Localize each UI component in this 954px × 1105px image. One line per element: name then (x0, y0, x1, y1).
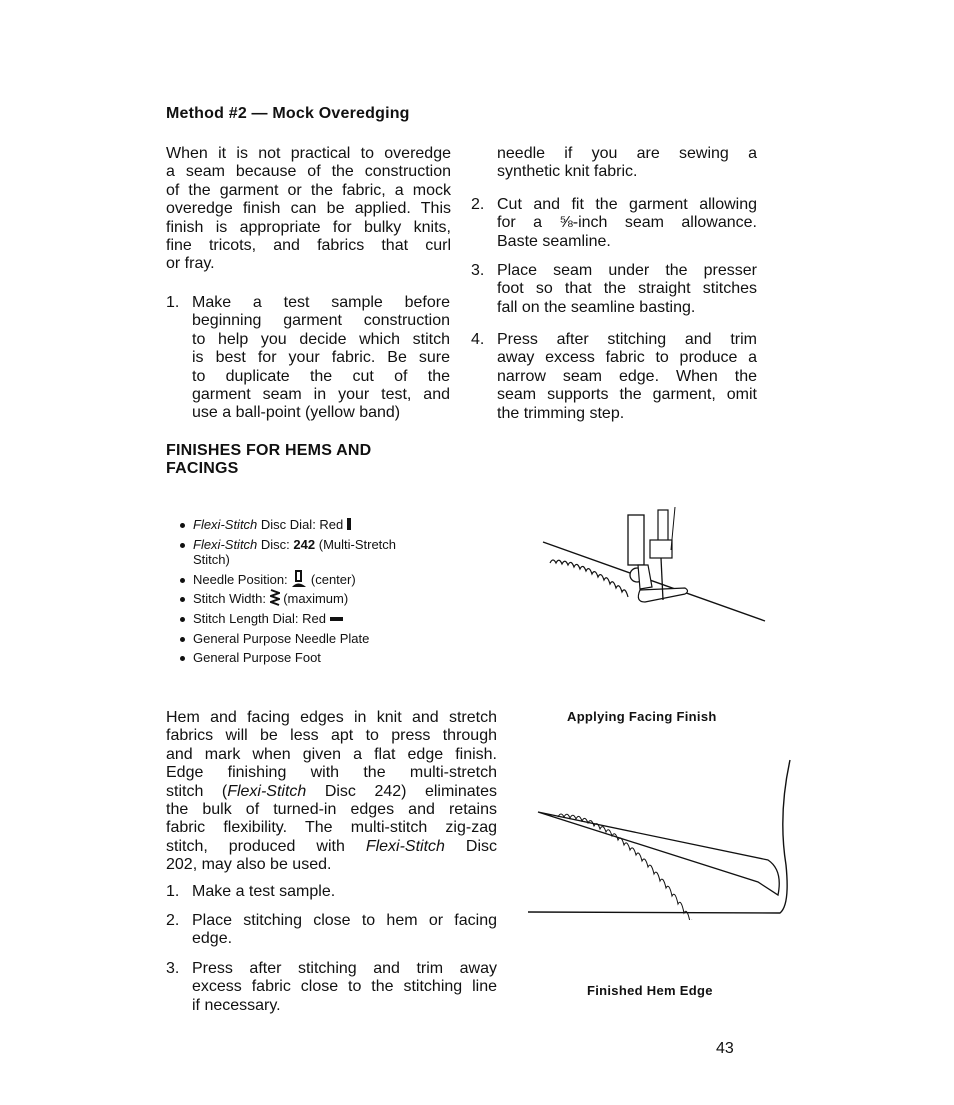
text-segment: (center) (307, 571, 356, 587)
text-segment: 242 (293, 536, 316, 552)
step-number: 3. (471, 262, 485, 279)
text-line: Baste seamline. (497, 232, 611, 250)
red-bar-icon (347, 517, 352, 532)
text-segment: fabrics will be less apt to press through (166, 727, 497, 745)
text-line: seam supports the garment, omit (497, 386, 757, 404)
step-text (497, 262, 757, 317)
setting-item (178, 589, 396, 609)
setting-item (178, 629, 396, 649)
step-text (497, 196, 757, 251)
finishes-heading (166, 442, 371, 479)
text-line (166, 709, 497, 727)
text-segment: General Purpose Needle Plate (193, 630, 370, 646)
text-segment: Disc (444, 837, 497, 855)
text-line: is best for your fabric. Be sure (192, 349, 450, 367)
text-segment: Disc Dial: Red (257, 517, 347, 532)
text-line (166, 783, 497, 801)
step-number: 4. (471, 331, 485, 348)
text-line: away excess fabric to produce a (497, 349, 757, 367)
text-segment: fabric flexibility. The multi-stitch zig-zag (166, 819, 497, 837)
text-line: to duplicate the cut of the (192, 367, 450, 385)
text-segment: stitch ( (166, 782, 228, 800)
text-line (166, 727, 497, 745)
text-line (166, 801, 497, 819)
finishes-heading-line: FACINGS (166, 460, 239, 478)
step-text (192, 960, 497, 1015)
sewing-foot-illustration (530, 505, 770, 625)
text-line: Place stitching close to hem or facing (192, 912, 497, 929)
method-heading: Method #2 — Mock Overedging (166, 105, 410, 122)
text-line: Make a test sample. (192, 883, 336, 900)
text-line: if necessary. (192, 996, 281, 1014)
zigzag-width-icon (270, 591, 280, 606)
text-line: foot so that the straight stitches (497, 280, 757, 298)
text-line: finish is appropriate for bulky knits, (166, 218, 451, 236)
text-segment: Stitch Width: (193, 591, 270, 607)
text-line (166, 838, 497, 856)
step-number: 2. (166, 912, 180, 929)
intro-paragraph (166, 145, 451, 274)
text-line: or fray. (166, 255, 215, 273)
text-segment: Hem and facing edges in knit and stretch (166, 709, 497, 726)
text-line: synthetic knit fabric. (497, 163, 638, 181)
text-line: Press after stitching and trim away (192, 960, 497, 977)
setting-item (178, 648, 396, 668)
text-segment: Needle Position: (193, 571, 292, 587)
machine-settings-list (178, 515, 396, 668)
setting-item (178, 515, 396, 535)
text-line: use a ball-point (yellow band) (192, 404, 401, 422)
text-segment: Stitch) (193, 552, 230, 568)
text-line: overedge finish can be applied. This (166, 200, 451, 218)
text-segment: Disc: (257, 536, 294, 552)
hem-paragraph (166, 709, 497, 875)
text-line: excess fabric close to the stitching line (192, 978, 497, 996)
text-segment: Stitch Length Dial: Red (193, 610, 330, 626)
text-line (166, 764, 497, 782)
text-line: of the garment or the fabric, a mock (166, 181, 451, 199)
text-line: a seam because of the construction (166, 163, 451, 181)
needle-center-icon (291, 572, 307, 587)
text-segment: Flexi-Stitch (193, 517, 258, 532)
step-number: 2. (471, 196, 485, 213)
text-line: narrow seam edge. When the (497, 367, 757, 385)
text-line (166, 746, 497, 764)
page-number: 43 (716, 1040, 734, 1057)
text-line (166, 819, 497, 837)
step-text (192, 912, 497, 949)
red-dash-icon (330, 611, 344, 626)
step-number: 1. (166, 883, 180, 900)
text-segment: 202, may also be used. (166, 856, 332, 874)
setting-item (178, 570, 396, 590)
text-line: Place seam under the presser (497, 262, 757, 279)
text-line: for a ⅝-inch seam allowance. (497, 214, 757, 232)
text-line: edge. (192, 930, 233, 948)
text-segment: Edge finishing with the multi-stretch (166, 764, 497, 782)
applying-facing-caption: Applying Facing Finish (567, 709, 717, 724)
text-line: When it is not practical to overedge (166, 145, 451, 162)
step-text (497, 145, 757, 182)
text-segment: (Multi-Stretch (315, 536, 397, 552)
text-segment: General Purpose Foot (193, 650, 321, 666)
text-segment: Flexi-Stitch (227, 782, 307, 800)
text-line: beginning garment construction (192, 312, 450, 330)
text-segment: the bulk of turned-in edges and retains (166, 800, 497, 818)
finished-hem-caption: Finished Hem Edge (587, 983, 713, 998)
text-line: fall on the seamline basting. (497, 298, 696, 316)
text-segment: and mark when given a flat edge finish. (166, 745, 497, 763)
hem-edge-illustration (528, 755, 798, 920)
text-segment: (maximum) (279, 591, 349, 607)
text-line: to help you decide which stitch (192, 330, 450, 348)
text-line (166, 856, 497, 874)
step-number: 1. (166, 294, 180, 311)
text-line: Press after stitching and trim (497, 331, 757, 348)
step-number: 3. (166, 960, 180, 977)
text-line: Cut and fit the garment allowing (497, 196, 757, 213)
text-line: needle if you are sewing a (497, 145, 757, 162)
setting-item (178, 550, 396, 570)
text-segment: Disc 242) eliminates (306, 782, 497, 800)
setting-item (178, 609, 396, 629)
text-line: garment seam in your test, and (192, 385, 450, 403)
step-text (192, 294, 450, 423)
text-segment: Flexi-Stitch (365, 837, 445, 855)
text-segment: stitch, produced with (166, 837, 366, 855)
finishes-heading-line: FINISHES FOR HEMS AND (166, 442, 372, 459)
text-line: the trimming step. (497, 404, 625, 422)
text-line: Make a test sample before (192, 294, 450, 311)
text-line: fine tricots, and fabrics that curl (166, 236, 451, 254)
text-segment: Flexi-Stitch (193, 536, 258, 552)
step-text (497, 331, 757, 423)
step-text (192, 883, 497, 901)
